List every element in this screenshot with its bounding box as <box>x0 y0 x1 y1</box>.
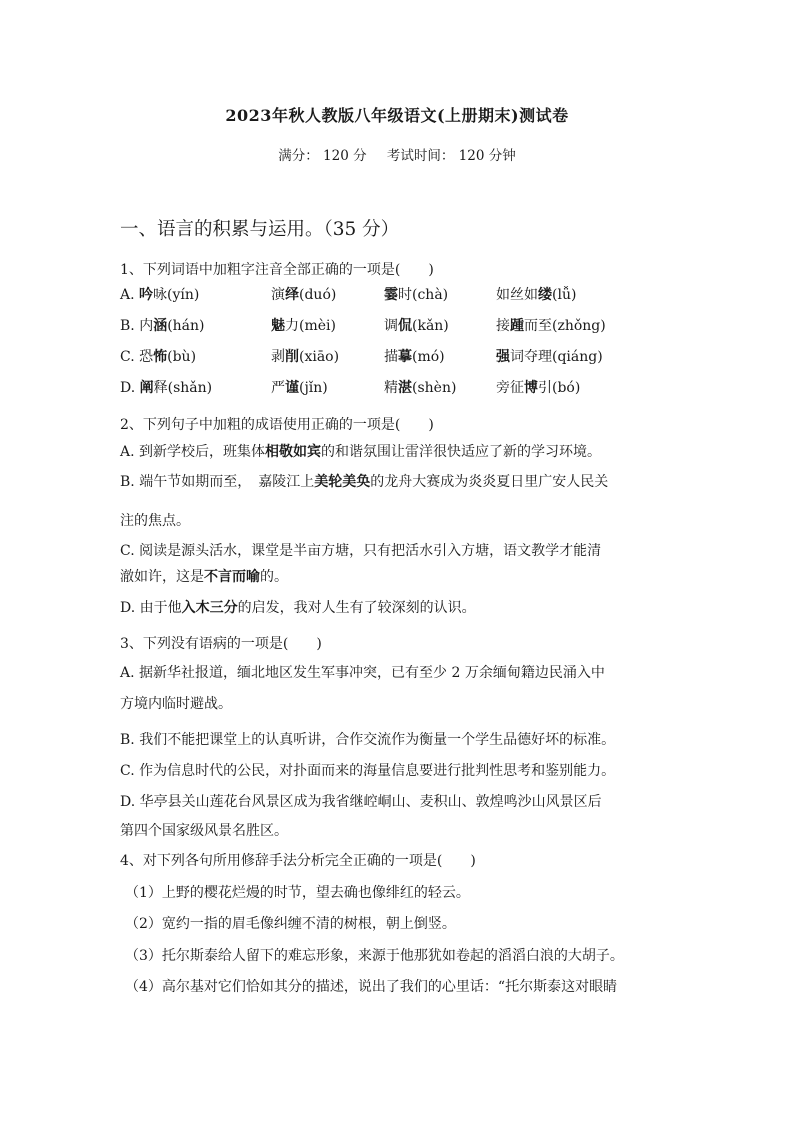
q1-c-word-4: 强词夺理(qiáng) <box>496 349 603 365</box>
q1-c-word-2: 剥削(xiāo) <box>271 349 340 365</box>
q1-b-word-3: 调侃(kǎn) <box>384 318 449 334</box>
exam-time: 考试时间： 120 分钟 <box>386 148 516 164</box>
q2-option-c: C. 阅读是源头活水，课堂是半亩方塘，只有把活水引入方塘，语文教学才能清 <box>120 543 602 559</box>
q2-option-a: A. 到新学校后，班集体相敬如宾的和谐氛围让雷洋很快适应了新的学习环境。 <box>120 444 602 460</box>
q3-option-c: C. 作为信息时代的公民，对扑面而来的海量信息要进行批判性思考和鉴别能力。 <box>120 763 616 779</box>
q4-sentence-3: （3）托尔斯泰给人留下的难忘形象，来源于他那犹如卷起的滔滔白浪的大胡子。 <box>125 948 624 964</box>
q1-a-word-3: 霎时(chà) <box>384 287 449 303</box>
q1-d-word-1: D. 阐释(shǎn) <box>120 380 213 396</box>
q1-a-word-2: 演绎(duó) <box>271 287 337 303</box>
q1-d-word-3: 精湛(shèn) <box>384 380 457 396</box>
q2-option-c-cont: 澈如许，这是不言而喻的。 <box>120 569 288 585</box>
q3-option-d: D. 华亭县关山莲花台风景区成为我省继崆峒山、麦积山、敦煌鸣沙山风景区后 <box>120 794 602 810</box>
page-title: 2023年秋人教版八年级语文(上册期末)测试卷 <box>225 106 569 125</box>
section-heading: 一、语言的积累与运用。（35 分） <box>120 219 400 240</box>
q1-b-word-4: 接踵而至(zhǒng) <box>496 318 606 334</box>
q1-d-word-2: 严谨(jǐn) <box>271 380 328 396</box>
q1-b-word-1: B. 内涵(hán) <box>120 318 205 334</box>
q2-option-d: D. 由于他入木三分的启发，我对人生有了较深刻的认识。 <box>120 600 476 616</box>
exam-meta <box>0 144 794 164</box>
q1-c-word-3: 描摹(mó) <box>384 349 445 365</box>
q1-d-word-4: 旁征博引(bó) <box>496 380 581 396</box>
q2-option-b-cont: 注的焦点。 <box>120 513 190 529</box>
q3-option-a-cont: 方境内临时避战。 <box>120 696 232 712</box>
q1-b-word-2: 魅力(mèi) <box>271 318 336 334</box>
q3-option-b: B. 我们不能把课堂上的认真听讲，合作交流作为衡量一个学生品德好坏的标准。 <box>120 732 616 748</box>
q4-sentence-4: （4）高尔基对它们恰如其分的描述，说出了我们的心里话：“托尔斯泰这对眼睛 <box>125 979 618 995</box>
q1-c-word-1: C. 恐怖(bù) <box>120 349 197 365</box>
q1-a-word-4: 如丝如缕(lǚ) <box>496 287 577 303</box>
q4-sentence-1: （1）上野的樱花烂熳的时节，望去确也像绯红的轻云。 <box>125 885 470 901</box>
q3-option-a: A. 据新华社报道，缅北地区发生军事冲突，已有至少 2 万余缅甸籍边民涌入中 <box>120 665 605 681</box>
q4-sentence-2: （2）宽约一指的眉毛像纠缠不清的树根，朝上倒竖。 <box>125 916 456 932</box>
question-3-stem: 3、下列没有语病的一项是( ) <box>120 636 322 652</box>
question-4-stem: 4、对下列各句所用修辞手法分析完全正确的一项是( ) <box>120 853 476 869</box>
full-marks: 满分： 120 分 <box>278 148 367 164</box>
q1-a-word-1: A. 吟咏(yín) <box>120 287 200 303</box>
question-2-stem: 2、下列句子中加粗的成语使用正确的一项是( ) <box>120 417 434 433</box>
q2-option-b: B. 端午节如期而至， 嘉陵江上美轮美奂的龙舟大赛成为炎炎夏日里广安人民关 <box>120 474 609 490</box>
q3-option-d-cont: 第四个国家级风景名胜区。 <box>120 823 288 839</box>
question-1-stem: 1、下列词语中加粗字注音全部正确的一项是( ) <box>120 262 434 278</box>
